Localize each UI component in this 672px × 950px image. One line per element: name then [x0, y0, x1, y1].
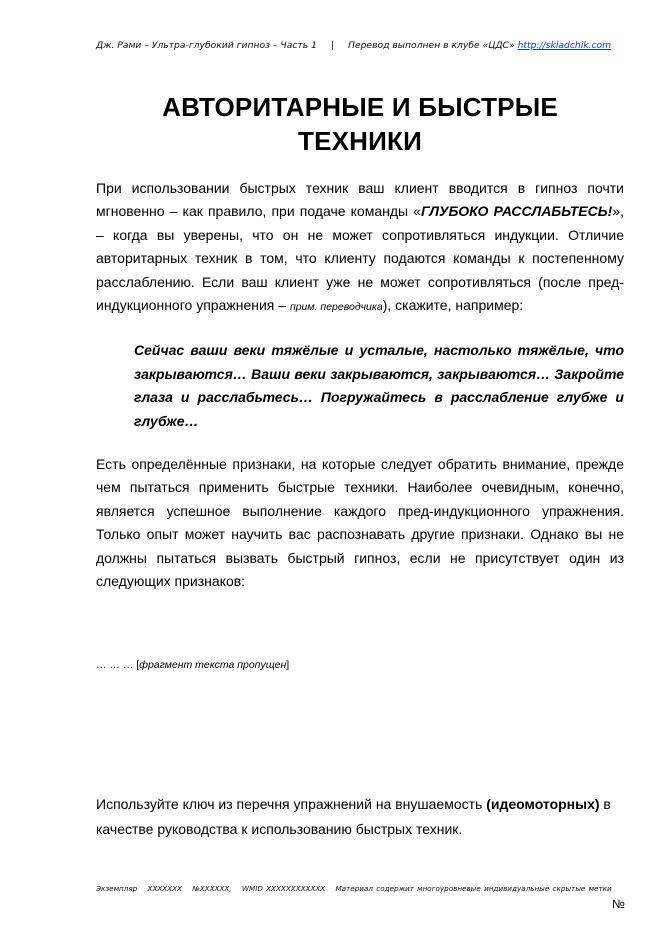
paragraph-key	[96, 792, 624, 842]
page-number: №	[612, 897, 625, 911]
footer-wmid: WMID XXXXXXXXXXXX	[241, 884, 326, 893]
command-emphasis: ГЛУБОКО РАССЛАБЬТЕСЬ!	[420, 203, 613, 220]
page-footer	[96, 884, 626, 893]
page-title	[96, 90, 624, 158]
header-translation-note: Перевод выполнен в клубе «ЦДС»	[348, 40, 515, 51]
paragraph-intro-text-3: ), скажите, например:	[382, 297, 524, 314]
paragraph-intro	[96, 177, 624, 319]
hypnosis-script-quote: Сейчас ваши веки тяжёлые и усталые, настолько тяжёлые, что закрываются… Ваши веки закрываются, закрываются… Закройте глаза и расслабьтесь… Погружайтесь в расслабление глубже и глубже…	[134, 342, 624, 429]
footer-copy-label: Экземпляр	[96, 884, 138, 893]
footer-id-2: №XXXXXX,	[192, 884, 232, 893]
omitted-fragment-marker	[96, 659, 289, 671]
footer-id-1: XXXXXXX	[147, 884, 182, 893]
header-link[interactable]: http://skladchik.com	[517, 40, 612, 51]
ideomotor-emphasis: (идеомоторных)	[486, 796, 600, 812]
omission-close: ]	[286, 659, 290, 671]
title-line-2: ТЕХНИКИ	[298, 126, 422, 156]
header-author-title: Дж. Рами – Ультра-глубокий гипноз – Часть 1	[96, 40, 317, 51]
paragraph-intro-text-1: При использовании быстрых техник ваш клиент вводится в гипноз почти мгновенно – как правило, при подаче команды «	[96, 180, 624, 220]
page-header	[96, 40, 636, 51]
omission-note: фрагмент текста пропущен	[139, 659, 287, 671]
header-separator: |	[330, 40, 335, 51]
paragraph-signs: Есть определённые признаки, на которые следует обратить внимание, прежде чем пытаться применить быстрые техники. Наиболее очевидным, конечно, является успешное выполнение каждого пред-индукционного упражнения. Только опыт может научить вас распознавать другие признаки. Однако вы не должны пытаться вызвать быстрый гипноз, если не присутствует один из следующих признаков:	[96, 456, 624, 590]
paragraph-key-text-1: Используйте ключ из перечня упражнений на внушаемость	[96, 796, 487, 812]
omission-dots: … … … [	[96, 659, 140, 671]
footer-watermark-note: Материал содержит многоуровневые индивидуальные скрытые метки	[335, 884, 612, 893]
title-line-1: АВТОРИТАРНЫЕ И БЫСТРЫЕ	[162, 92, 558, 122]
paragraph-intro-text-2: », – когда вы уверены, что он не может сопротивляться индукции. Отличие авторитарных техник в том, что клиенту подаются команды к постепенному расслаблению. Если ваш клиент уже не может сопротивляться (после пред-индукционного упражнения –	[96, 203, 624, 314]
paragraph-key-text-2: в качестве руководства к использованию быстрых техник.	[96, 796, 611, 837]
translator-note: прим. переводчика	[289, 301, 383, 314]
